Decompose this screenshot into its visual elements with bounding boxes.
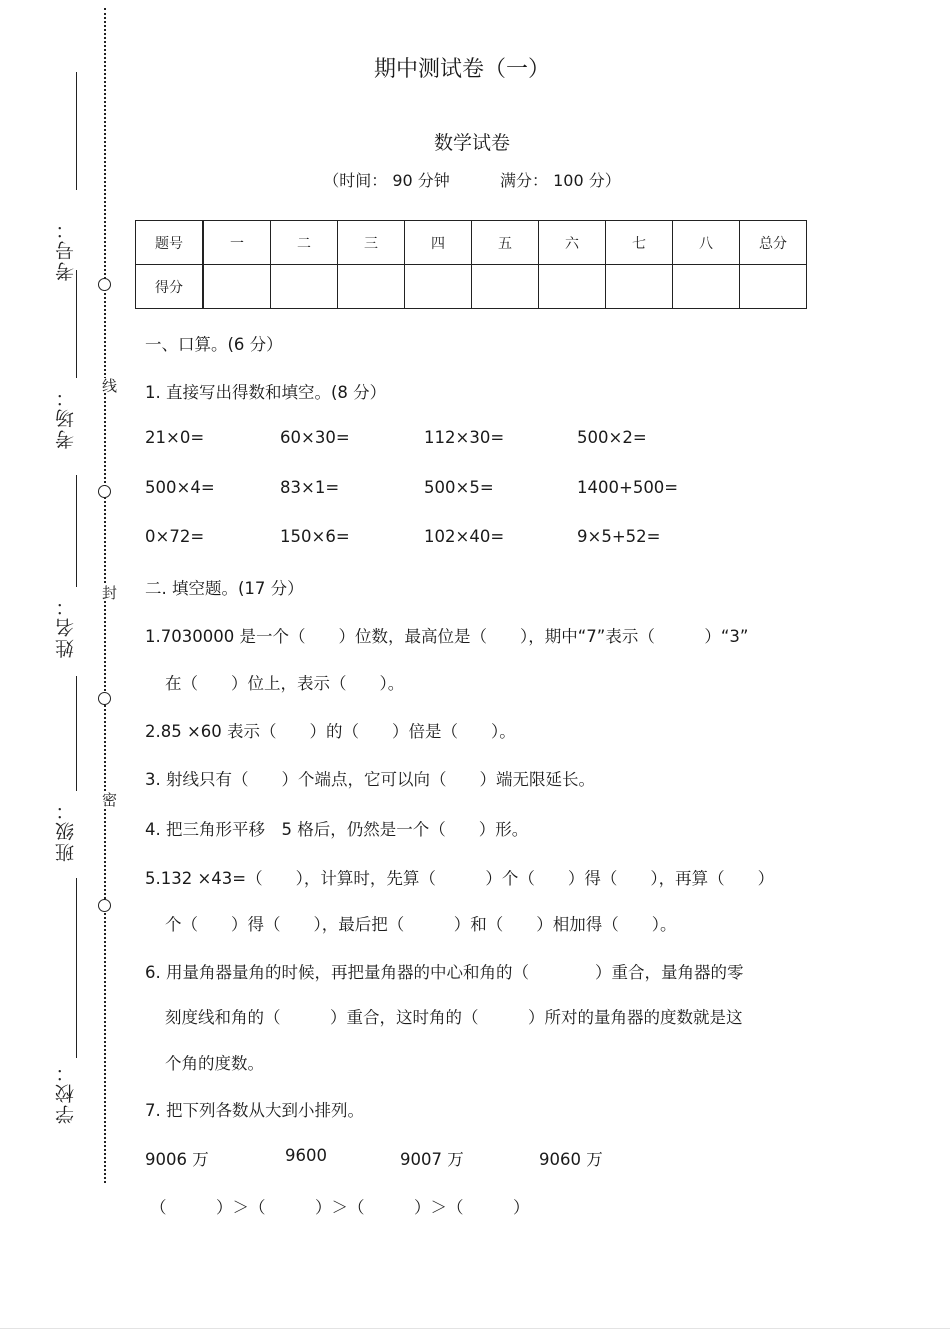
- question-2-3: 3. 射线只有（ ）个端点，它可以向（ ）端无限延长。: [145, 770, 595, 789]
- question-2-4: 4. 把三角形平移 5 格后，仍然是一个（ ）形。: [145, 820, 529, 839]
- calc-item: 112×30=: [424, 428, 505, 447]
- ordering-answer-line: （ ）＞（ ）＞（ ）＞（ ）: [150, 1198, 530, 1217]
- score-cell[interactable]: [338, 265, 405, 309]
- question-1-1: 1. 直接写出得数和填空。(8 分）: [145, 383, 387, 402]
- score-cell[interactable]: [203, 265, 271, 309]
- section-1-heading: 一、口算。(6 分）: [145, 335, 283, 354]
- calc-item: 102×40=: [424, 527, 505, 546]
- score-table-header-row: [136, 221, 807, 265]
- question-2-7: 7. 把下列各数从大到小排列。: [145, 1101, 364, 1120]
- number-item: 9600: [285, 1146, 327, 1165]
- calc-item: 60×30=: [280, 428, 350, 447]
- question-2-5-cont: 个（ ）得（ ），最后把（ ）和（ ）相加得（ ）。: [165, 915, 677, 934]
- time-limit: （时间： 90 分钟: [323, 171, 450, 190]
- table-header-cell: 总分: [740, 221, 807, 265]
- binding-word-mi: 密: [100, 792, 118, 807]
- question-2-1-cont: 在（ ）位上，表示（ ）。: [165, 674, 405, 693]
- question-2-5: 5.132 ×43=（ ），计算时，先算（ ）个（ ）得（ ），再算（ ）: [145, 869, 775, 888]
- score-cell[interactable]: [271, 265, 338, 309]
- table-header-cell: 六: [539, 221, 606, 265]
- table-header-cell: 二: [271, 221, 338, 265]
- calc-item: 1400+500=: [577, 478, 679, 497]
- calc-item: 500×4=: [145, 478, 215, 497]
- score-table-score-row: [136, 265, 807, 309]
- number-item: 9060 万: [539, 1150, 603, 1169]
- score-cell[interactable]: [472, 265, 539, 309]
- score-cell[interactable]: [539, 265, 606, 309]
- question-2-6: 6. 用量角器量角的时候，再把量角器的中心和角的（ ）重合，量角器的零: [145, 963, 744, 982]
- score-cell[interactable]: [673, 265, 740, 309]
- table-header-cell: 五: [472, 221, 539, 265]
- section-2-heading: 二. 填空题。(17 分）: [145, 579, 304, 598]
- question-2-2: 2.85 ×60 表示（ ）的（ ）倍是（ ）。: [145, 722, 516, 741]
- table-header-cell: 八: [673, 221, 740, 265]
- page-subtitle: 数学试卷: [433, 132, 510, 154]
- page-title: 期中测试卷（一）: [373, 57, 550, 82]
- table-header-cell: 三: [338, 221, 405, 265]
- score-row-label: 得分: [136, 265, 204, 309]
- calc-item: 21×0=: [145, 428, 205, 447]
- question-2-6-cont: 刻度线和角的（ ）重合，这时角的（ ）所对的量角器的度数就是这: [165, 1008, 743, 1027]
- table-header-cell: 四: [405, 221, 472, 265]
- binding-ring: [98, 692, 111, 705]
- full-score: 满分： 100 分）: [500, 171, 621, 190]
- question-2-1: 1.7030000 是一个（ ）位数，最高位是（ ），期中“7”表示（ ）“3”: [145, 627, 749, 646]
- score-cell[interactable]: [740, 265, 807, 309]
- exam-info: [0, 168, 944, 191]
- number-item: 9007 万: [400, 1150, 464, 1169]
- question-2-6-cont: 个角的度数。: [165, 1054, 264, 1073]
- table-header-cell: 题号: [136, 221, 204, 265]
- score-table: [135, 220, 807, 309]
- calc-item: 500×2=: [577, 428, 647, 447]
- binding-ring: [98, 485, 111, 498]
- binding-word-xian: 线: [100, 378, 118, 393]
- score-cell[interactable]: [606, 265, 673, 309]
- calc-item: 500×5=: [424, 478, 494, 497]
- table-header-cell: 七: [606, 221, 673, 265]
- binding-word-feng: 封: [100, 585, 118, 600]
- binding-ring: [98, 899, 111, 912]
- score-cell[interactable]: [405, 265, 472, 309]
- calc-item: 0×72=: [145, 527, 205, 546]
- calc-item: 9×5+52=: [577, 527, 661, 546]
- page-bottom-edge: [0, 1328, 950, 1329]
- binding-ring: [98, 278, 111, 291]
- calc-item: 83×1=: [280, 478, 340, 497]
- table-header-cell: 一: [203, 221, 271, 265]
- calc-item: 150×6=: [280, 527, 350, 546]
- number-item: 9006 万: [145, 1150, 209, 1169]
